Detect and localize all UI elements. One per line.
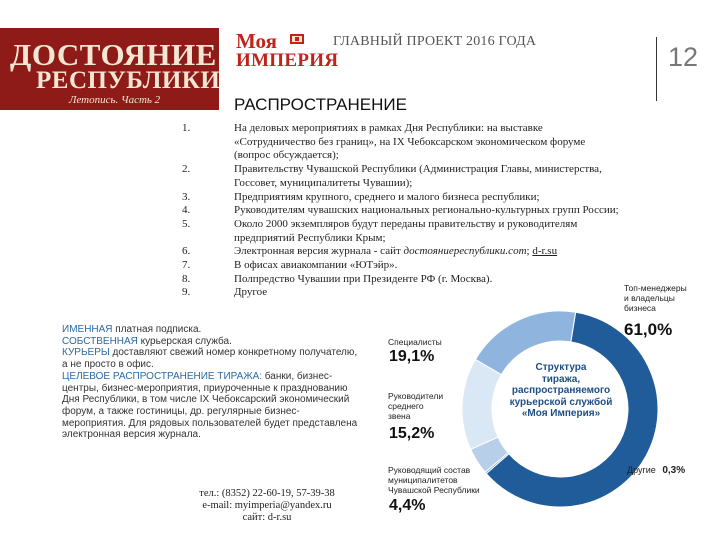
list-item-number: 7. bbox=[182, 259, 191, 272]
slice-value-middle-managers: 15,2% bbox=[389, 425, 435, 442]
list-item-number: 4. bbox=[182, 204, 191, 217]
contact-phone: тел.: (8352) 22-60-19, 57-39-38 bbox=[199, 488, 335, 499]
slice-value-municipal: 4,4% bbox=[389, 497, 426, 514]
list-item bbox=[176, 191, 646, 205]
list-item-text: В офисах авиакомпании «ЮТэйр». bbox=[234, 259, 398, 272]
list-item-text: Около 2000 экземпляров будут переданы правительству и руководителям предприятий Республики Крым; bbox=[234, 217, 578, 244]
distribution-list bbox=[176, 122, 646, 300]
list-item-number: 6. bbox=[182, 245, 191, 258]
list-item-number: 2. bbox=[182, 163, 191, 176]
slice-label-others: Другие 0,3% bbox=[627, 465, 686, 476]
section-title: РАСПРОСТРАНЕНИЕ bbox=[234, 95, 407, 114]
list-item bbox=[176, 122, 646, 163]
desc-paragraph: ИМЕННАЯ платная подписка. bbox=[62, 324, 202, 335]
list-item-text: Электронная версия журнала - сайт достояниереспублики.com; d-r.su bbox=[234, 245, 558, 258]
list-item bbox=[176, 218, 646, 245]
slice-label-specialists: Специалисты bbox=[388, 337, 442, 347]
logo-mi-line-1: Моя bbox=[236, 29, 278, 53]
slice-value-others: 0,3% bbox=[662, 465, 686, 476]
slice-label-middle-managers: Руководители среднего звена bbox=[388, 391, 444, 421]
list-item-text: Руководителям чувашских национальных регионально-культурных групп России; bbox=[234, 204, 619, 217]
moya-imperiya-logo bbox=[232, 29, 339, 71]
list-item-text: Другое bbox=[234, 286, 268, 299]
distribution-description bbox=[62, 324, 358, 441]
list-item bbox=[176, 163, 646, 190]
list-item-number: 8. bbox=[182, 272, 191, 285]
list-item bbox=[176, 273, 646, 287]
short-site-link[interactable]: d-r.su bbox=[532, 245, 558, 258]
page-number: 12 bbox=[668, 42, 699, 72]
list-item bbox=[176, 286, 646, 300]
chart-title: Структура тиража, распространяемого курьерской службой «Моя Империя» bbox=[509, 362, 613, 419]
list-item bbox=[176, 259, 646, 273]
desc-paragraph: КУРЬЕРЫ доставляют свежий номер конкретному получателю, а не просто в офис. bbox=[62, 347, 358, 371]
crest-icon bbox=[289, 33, 305, 45]
slice-label-top-managers: Топ-менеджеры и владельцы бизнеса bbox=[624, 283, 687, 313]
header-tagline: ГЛАВНЫЙ ПРОЕКТ 2016 ГОДА bbox=[333, 34, 537, 49]
list-item-number: 5. bbox=[182, 217, 191, 230]
list-item-number: 9. bbox=[182, 286, 191, 299]
slice-value-specialists: 19,1% bbox=[389, 348, 435, 365]
list-item bbox=[176, 204, 646, 218]
logo-line-2: РЕСПУБЛИКИ bbox=[36, 67, 221, 94]
dostoyanie-logo bbox=[0, 28, 219, 110]
desc-paragraph: ЦЕЛЕВОЕ РАСПРОСТРАНЕНИЕ ТИРАЖА: банки, бизнес-центры, бизнес-мероприятия, приуроченные к празднованию Дня Республики, в том числе IX Чебоксарский экономический форум, а также гостиницы, др. регулярные бизнес-мероприятия. Для рядовых пользователей будет представлена электронная версия журнала. bbox=[62, 370, 358, 441]
logo-mi-line-2: ИМПЕРИЯ bbox=[236, 50, 339, 71]
logo-line-1: ДОСТОЯНИЕ bbox=[10, 37, 217, 72]
logo-subtitle: Летопись. Часть 2 bbox=[69, 94, 161, 106]
list-item bbox=[176, 245, 646, 259]
slice-label-municipal: Руководящий состав муниципалитетов Чувашской Республики bbox=[388, 465, 480, 495]
list-item-number: 1. bbox=[182, 122, 191, 134]
site-link[interactable]: достояниереспублики.com bbox=[403, 245, 527, 258]
contact-email[interactable]: e-mail: myimperia@yandex.ru bbox=[202, 500, 332, 511]
list-item-text: На деловых мероприятиях в рамках Дня Республики: на выставке «Сотрудничество без границ», на IX Чебоксарском экономическом форуме (вопрос обсуждается); bbox=[234, 122, 586, 162]
contact-site[interactable]: сайт: d-r.su bbox=[242, 512, 292, 523]
slice-value-top-managers: 61,0% bbox=[624, 320, 673, 339]
list-item-text: Полпредство Чувашии при Президенте РФ (г. Москва). bbox=[234, 272, 493, 285]
list-item-number: 3. bbox=[182, 190, 191, 203]
list-item-text: Правительству Чувашской Республики (Администрация Главы, министерства, Госсовет, муниципалитеты Чувашии); bbox=[234, 163, 602, 189]
list-item-text: Предприятиям крупного, среднего и малого бизнеса республики; bbox=[234, 190, 540, 203]
header-divider bbox=[656, 37, 657, 101]
desc-paragraph: СОБСТВЕННАЯ курьерская служба. bbox=[62, 335, 232, 347]
contacts-block bbox=[172, 488, 362, 524]
